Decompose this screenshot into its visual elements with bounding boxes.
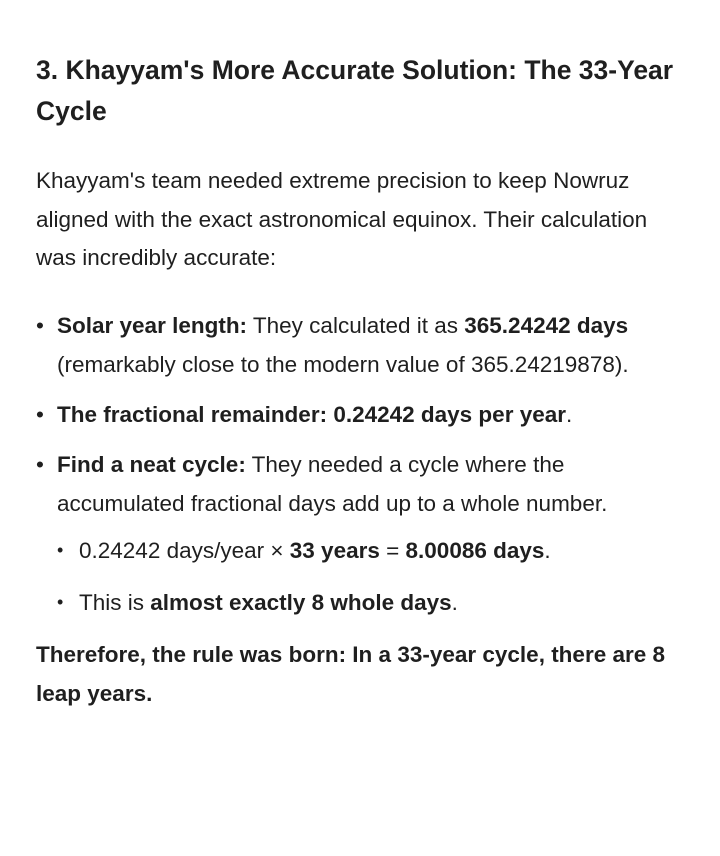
- list-item-solar-year: [36, 306, 684, 384]
- sub-bullet-emphasis: 33 years: [289, 537, 380, 563]
- intro-paragraph: Khayyam's team needed extreme precision to keep Nowruz aligned with the exact astronomical equinox. Their calculation was incredibly accurate:: [36, 168, 648, 270]
- bullet-label: The fractional remainder: 0.24242 days per year: [57, 401, 566, 427]
- sub-bullet-text: .: [544, 537, 551, 563]
- list-item-neat-cycle: [36, 445, 684, 622]
- sub-list-item-calculation: [57, 531, 684, 570]
- section-heading: 3. Khayyam's More Accurate Solution: The 33-Year Cycle: [36, 55, 674, 126]
- bullet-text: .: [566, 401, 573, 427]
- sub-bullet-text: .: [451, 589, 458, 615]
- list-item-fractional-remainder: [36, 395, 684, 434]
- sub-bullet-text: This is: [79, 589, 151, 615]
- bullet-text: They needed a cycle where the accumulated fractional days add up to a whole number.: [57, 451, 608, 516]
- bullet-emphasis: 365.24242 days: [464, 312, 629, 338]
- sub-list-item-result: [57, 583, 684, 622]
- sub-bullet-list: [57, 531, 684, 622]
- bullet-label: Find a neat cycle:: [57, 451, 246, 477]
- bullet-text: They calculated it as: [247, 312, 465, 338]
- sub-bullet-emphasis: 8.00086 days: [405, 537, 545, 563]
- bullet-list: [36, 306, 684, 622]
- sub-bullet-emphasis: almost exactly 8 whole days: [150, 589, 452, 615]
- sub-bullet-text: 0.24242 days/year ×: [79, 537, 290, 563]
- sub-bullet-text: =: [379, 537, 406, 563]
- conclusion-paragraph: Therefore, the rule was born: In a 33-year cycle, there are 8 leap years.: [36, 641, 666, 706]
- bullet-text: (remarkably close to the modern value of 365.24219878).: [57, 351, 629, 377]
- bullet-label: Solar year length:: [57, 312, 248, 338]
